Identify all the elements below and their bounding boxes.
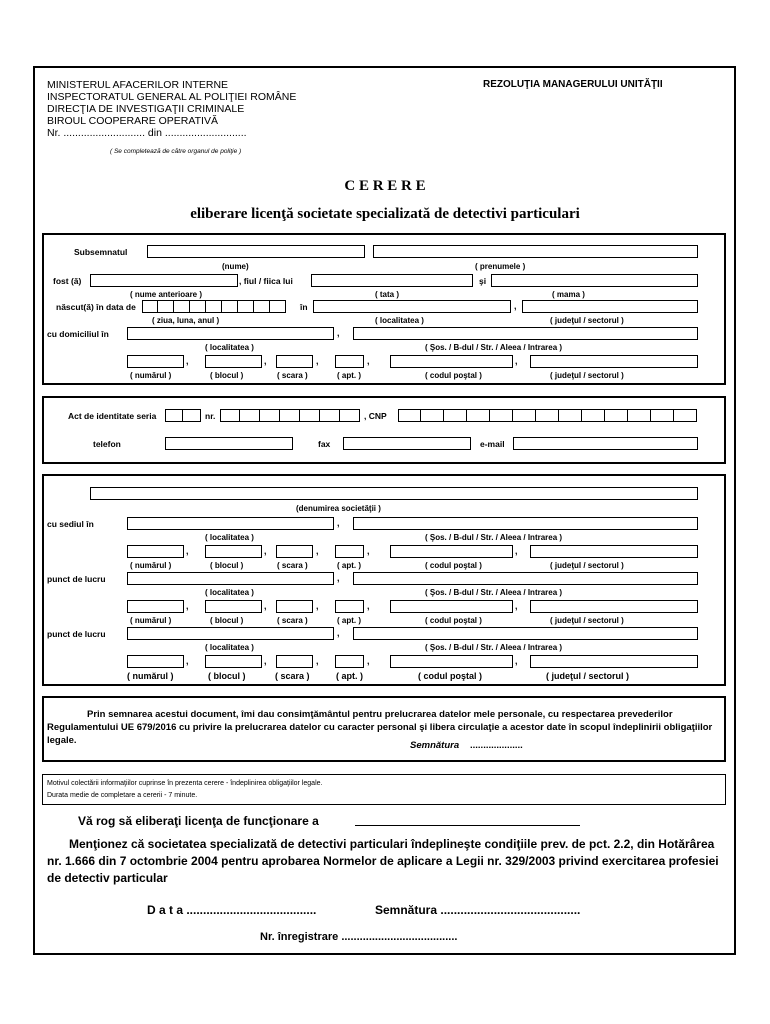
wp2-street-input[interactable]	[353, 627, 698, 640]
cod-caption: ( codul poştal )	[425, 371, 482, 380]
comma: ,	[514, 301, 517, 311]
wp2-numarul-caption: ( numărul )	[127, 671, 174, 681]
comma: ,	[515, 656, 518, 666]
seat-strada-caption: ( Şos. / B-dul / Str. / Aleea / Intrarea )	[425, 533, 563, 542]
name-input[interactable]	[147, 245, 365, 258]
comma: ,	[515, 356, 518, 366]
seat-blocul-caption: ( blocul )	[210, 561, 244, 570]
comma: ,	[264, 656, 267, 666]
birth-date-cells[interactable]	[142, 300, 286, 313]
father-input[interactable]	[311, 274, 473, 287]
comma: ,	[337, 628, 340, 638]
id-series-cells[interactable]	[165, 409, 201, 422]
birth-judetul-caption: ( judeţul / sectorul )	[550, 316, 624, 325]
domicile-county-input[interactable]	[530, 355, 698, 368]
wp2-county-input[interactable]	[530, 655, 698, 668]
domicile-strada-caption: ( Şos. / B-dul / Str. / Aleea / Intrarea )	[425, 343, 563, 352]
birth-county-input[interactable]	[522, 300, 698, 313]
seat-locality-input[interactable]	[127, 517, 334, 530]
wp1-blocul-caption: ( blocul )	[210, 616, 244, 625]
nume-anterioare-caption: ( nume anterioare )	[130, 290, 203, 299]
wp1-numarul-caption: ( numărul )	[130, 616, 172, 625]
fax-input[interactable]	[343, 437, 471, 450]
identity-section	[42, 396, 726, 464]
mother-input[interactable]	[491, 274, 698, 287]
comma: ,	[367, 356, 370, 366]
comma: ,	[367, 601, 370, 611]
wp2-locality-input[interactable]	[127, 627, 334, 640]
si-label: şi	[479, 276, 487, 286]
wp1-cod-caption: ( codul poştal )	[425, 616, 482, 625]
domicile-stair-input[interactable]	[276, 355, 313, 368]
wp1-county-input[interactable]	[530, 600, 698, 613]
wp2-judetul-caption: ( judeţul / sectorul )	[546, 671, 630, 681]
motive-line-1: Motivul colectării informaţiilor cuprinse în prezenta cerere - îndeplinirea obligaţiilor legale.	[47, 780, 323, 787]
form-subtitle: eliberare licenţă societate specializată de detectivi particulari	[190, 206, 580, 222]
apt-caption: ( apt. )	[337, 371, 361, 380]
former-name-input[interactable]	[90, 274, 238, 287]
fost-label: fost (ă)	[53, 276, 82, 286]
wp2-strada-caption: ( Şos. / B-dul / Str. / Aleea / Intrarea )	[425, 643, 563, 652]
tata-caption: ( tata )	[375, 290, 399, 299]
first-name-input[interactable]	[373, 245, 698, 258]
domicile-localitatea-caption: ( localitatea )	[205, 343, 254, 352]
wp1-strada-caption: ( Şos. / B-dul / Str. / Aleea / Intrarea )	[425, 588, 563, 597]
seat-apt-input[interactable]	[335, 545, 364, 558]
wp2-apt-input[interactable]	[335, 655, 364, 668]
comma: ,	[337, 573, 340, 583]
domicile-postal-input[interactable]	[390, 355, 513, 368]
comma: ,	[316, 601, 319, 611]
punct1-label: punct de lucru	[47, 574, 106, 584]
wp2-blocul-caption: ( blocul )	[208, 671, 246, 681]
consent-signature-label: Semnătura	[410, 740, 460, 751]
domicile-street-input[interactable]	[353, 327, 698, 340]
header-line-1: MINISTERUL AFACERILOR INTERNE	[47, 79, 229, 91]
seat-number-input[interactable]	[127, 545, 184, 558]
seat-cod-caption: ( codul poştal )	[425, 561, 482, 570]
nr-label: nr.	[205, 411, 216, 421]
signature-field: Semnătura ..........................................	[375, 903, 581, 917]
mama-caption: ( mama )	[552, 290, 585, 299]
comma: ,	[337, 328, 340, 338]
numarul-caption: ( numărul )	[130, 371, 172, 380]
request-text: Vă rog să eliberaţi licenţa de funcţionare a	[78, 814, 319, 828]
birth-locality-input[interactable]	[313, 300, 511, 313]
seat-apt-caption: ( apt. )	[337, 561, 361, 570]
wp2-number-input[interactable]	[127, 655, 184, 668]
comma: ,	[367, 546, 370, 556]
wp2-localitatea-caption: ( localitatea )	[205, 643, 254, 652]
wp2-cod-caption: ( codul poştal )	[418, 671, 482, 681]
company-name-input[interactable]	[90, 487, 698, 500]
comma: ,	[264, 356, 267, 366]
wp1-apt-input[interactable]	[335, 600, 364, 613]
date-field: D a t a .......................................	[147, 903, 317, 917]
domiciliu-label: cu domiciliul în	[47, 329, 109, 339]
wp1-street-input[interactable]	[353, 572, 698, 585]
registration-field: Nr. înregistrare ......................................	[260, 931, 458, 943]
punct2-label: punct de lucru	[47, 629, 106, 639]
comma: ,	[264, 546, 267, 556]
domicile-apt-input[interactable]	[335, 355, 364, 368]
seat-block-input[interactable]	[205, 545, 262, 558]
act-label: Act de identitate seria	[68, 411, 157, 421]
wp2-block-input[interactable]	[205, 655, 262, 668]
judetul-caption: ( judeţul / sectorul )	[550, 371, 624, 380]
sediul-label: cu sediul în	[47, 519, 94, 529]
wp2-scara-caption: ( scara )	[275, 671, 310, 681]
id-number-cells[interactable]	[220, 409, 360, 422]
comma: ,	[515, 546, 518, 556]
comma: ,	[367, 656, 370, 666]
domicile-number-input[interactable]	[127, 355, 184, 368]
nume-caption: (nume)	[222, 262, 249, 271]
wp1-locality-input[interactable]	[127, 572, 334, 585]
resolution-title: REZOLUŢIA MANAGERULUI UNITĂŢII	[483, 79, 663, 90]
wp1-number-input[interactable]	[127, 600, 184, 613]
email-input[interactable]	[513, 437, 698, 450]
wp2-apt-caption: ( apt. )	[336, 671, 363, 681]
seat-localitatea-caption: ( localitatea )	[205, 533, 254, 542]
seat-postal-input[interactable]	[390, 545, 513, 558]
email-label: e-mail	[480, 439, 505, 449]
nascut-label: născut(ă) în data de	[56, 302, 136, 312]
blocul-caption: ( blocul )	[210, 371, 244, 380]
seat-county-input[interactable]	[530, 545, 698, 558]
comma: ,	[316, 656, 319, 666]
wp1-block-input[interactable]	[205, 600, 262, 613]
seat-judetul-caption: ( judeţul / sectorul )	[550, 561, 624, 570]
header-line-3: DIRECŢIA DE INVESTIGAŢII CRIMINALE	[47, 103, 245, 115]
consent-text: Prin semnarea acestui document, îmi dau consimţământul pentru prelucrarea datelor mele personale, cu respectarea prevederilor Regulamentului UE 679/2016 cu privire la prelucrarea datelor cu caracter personal şi libera circulaţie a acestor date în scopul îndeplinirii obligaţiilor legale.	[47, 709, 713, 746]
comma: ,	[515, 601, 518, 611]
header-nr-line: Nr. ............................ din ............................	[47, 127, 247, 139]
seat-numarul-caption: ( numărul )	[130, 561, 172, 570]
wp2-stair-input[interactable]	[276, 655, 313, 668]
comma: ,	[186, 356, 189, 366]
subsemnatul-label: Subsemnatul	[74, 247, 128, 257]
comma: ,	[186, 546, 189, 556]
seat-street-input[interactable]	[353, 517, 698, 530]
phone-input[interactable]	[165, 437, 293, 450]
comma: ,	[186, 601, 189, 611]
scara-caption: ( scara )	[277, 371, 308, 380]
telefon-label: telefon	[93, 439, 121, 449]
fiul-label: , fiul / fiica lui	[239, 276, 293, 286]
form-title: C E R E R E	[344, 178, 426, 194]
wp1-stair-input[interactable]	[276, 600, 313, 613]
birth-localitatea-caption: ( localitatea )	[375, 316, 424, 325]
consent-signature-dots: ....................	[470, 740, 523, 751]
wp2-postal-input[interactable]	[390, 655, 513, 668]
cnp-label: , CNP	[364, 411, 387, 421]
denumirea-caption: (denumirea societăţii )	[296, 504, 381, 513]
seat-scara-caption: ( scara )	[277, 561, 308, 570]
mention-text: Menţionez că societatea specializată de detectivi particulari îndeplineşte condiţiile prev. de pct. 2.2, din Hotărârea nr. 1.666 din 7 octombrie 2004 pentru aprobarea Normelor de aplicare a Legii nr. 329/2003 privind exercitarea profesiei de detectiv particular	[47, 837, 719, 885]
wp1-judetul-caption: ( judeţul / sectorul )	[550, 616, 624, 625]
header-line-2: INSPECTORATUL GENERAL AL POLIŢIEI ROMÂNE	[47, 91, 297, 103]
company-license-line[interactable]	[355, 825, 580, 826]
wp1-postal-input[interactable]	[390, 600, 513, 613]
wp1-scara-caption: ( scara )	[277, 616, 308, 625]
domicile-block-input[interactable]	[205, 355, 262, 368]
domicile-locality-input[interactable]	[127, 327, 334, 340]
cnp-cells[interactable]	[398, 409, 697, 422]
fax-label: fax	[318, 439, 331, 449]
comma: ,	[316, 546, 319, 556]
seat-stair-input[interactable]	[276, 545, 313, 558]
comma: ,	[337, 518, 340, 528]
wp1-apt-caption: ( apt. )	[337, 616, 361, 625]
prenumele-caption: ( prenumele )	[475, 262, 526, 271]
header-line-4: BIROUL COOPERARE OPERATIVĂ	[47, 115, 218, 127]
motive-line-2: Durata medie de completare a cererii - 7 minute.	[47, 792, 198, 799]
header-block	[47, 79, 296, 139]
comma: ,	[264, 601, 267, 611]
motive-section	[42, 774, 726, 805]
header-note: ( Se completează de către organul de poliţie )	[110, 148, 242, 155]
comma: ,	[316, 356, 319, 366]
in-label: în	[300, 302, 308, 312]
date-caption: ( ziua, luna, anul )	[152, 316, 220, 325]
wp1-localitatea-caption: ( localitatea )	[205, 588, 254, 597]
comma: ,	[186, 656, 189, 666]
